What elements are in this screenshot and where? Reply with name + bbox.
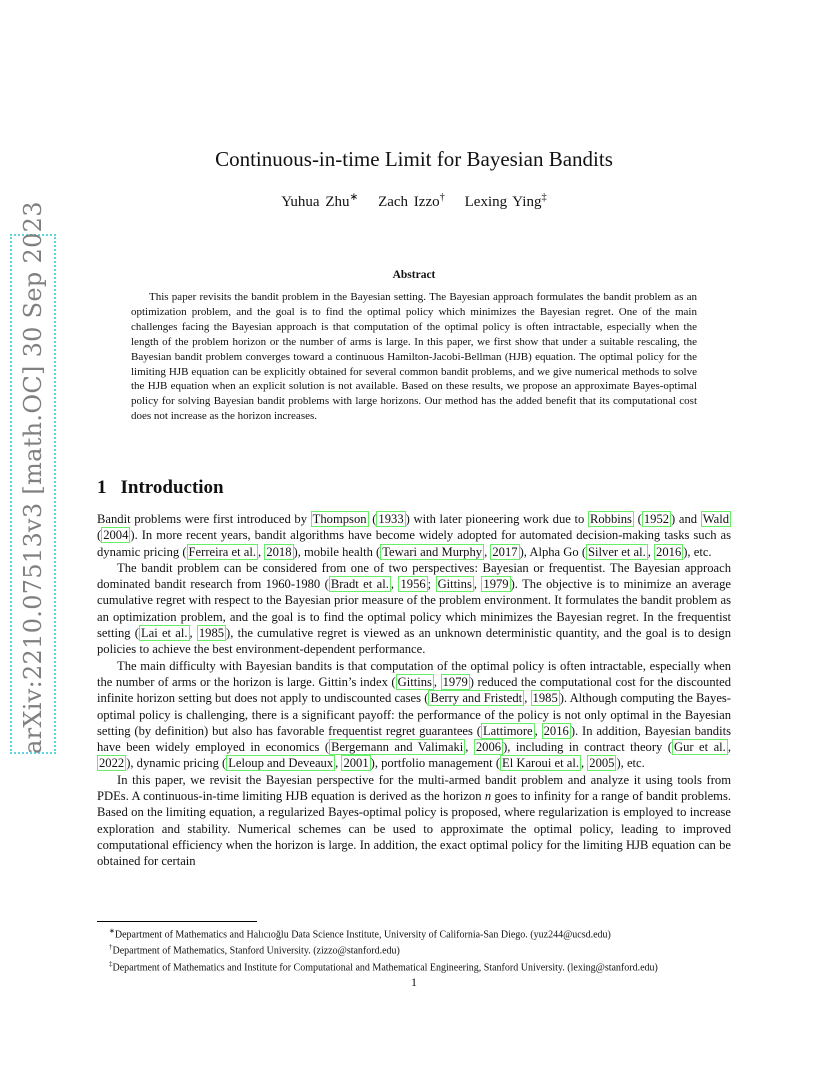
citation-link[interactable]: Silver et al. <box>588 544 646 559</box>
citation-link[interactable]: 1952 <box>643 512 670 526</box>
paragraph: In this paper, we revisit the Bayesian perspective for the multi-armed bandit problem and analyze it using tools from PDEs. A continuous-in-time limiting HJB equation is derived as the horizon n goes to infinity for a range of bandit problems. Based on the limiting equation, a regularized Bayes-optimal policy is proposed, where regularization is employed to increase exploration and stability. Numerical schemes can be used to approximate the optimal policy, leading to improved computational efficiency when the horizon is large. In addition, the exact optimal policy for the limiting HJB equation can be obtained for certain <box>97 772 731 869</box>
author-1 <box>281 194 358 210</box>
citation-link[interactable]: Bradt et al. <box>330 577 389 592</box>
citation-link[interactable]: 2017 <box>492 544 518 559</box>
author-name: Lexing Ying <box>464 194 542 210</box>
introduction-body <box>97 511 731 870</box>
author-footnote-mark[interactable]: ∗ <box>349 192 359 203</box>
footnote-text: Department of Mathematics, Stanford University. (zizzo@stanford.edu) <box>112 945 400 957</box>
citation-link[interactable]: 2016 <box>656 544 682 559</box>
citation-link[interactable]: 2016 <box>543 723 569 738</box>
page-number: 1 <box>411 975 417 989</box>
citation-link[interactable]: Ferreira et al. <box>188 544 257 559</box>
citation-link[interactable]: 1979 <box>483 577 509 592</box>
citation-link[interactable]: 1979 <box>442 674 468 689</box>
citation-link[interactable]: El Karoui et al. <box>502 756 579 771</box>
arxiv-stamp-label: arXiv:2210.07513v3 [math.OC] 30 Sep 2023 <box>19 201 47 754</box>
author-footnote-mark[interactable]: † <box>439 192 445 203</box>
citation-link[interactable]: Wald <box>702 512 730 526</box>
citation-link[interactable]: 2006 <box>475 740 502 755</box>
citation-link[interactable]: 2022 <box>99 756 125 771</box>
author-footnote-mark[interactable]: ‡ <box>541 192 547 203</box>
footnotes <box>97 925 731 974</box>
citation-link[interactable]: Leloup and Deveaux <box>228 756 334 771</box>
citation-link[interactable]: Robbins <box>589 512 632 526</box>
author-list <box>0 191 828 211</box>
citation-link[interactable]: 1985 <box>532 691 558 706</box>
arxiv-stamp[interactable] <box>10 201 56 754</box>
footnote <box>97 941 731 957</box>
citation-link[interactable]: 1985 <box>198 626 225 641</box>
citation-link[interactable]: Bergemann and Valimaki <box>331 740 464 755</box>
citation-link[interactable]: Thompson <box>312 512 367 526</box>
citation-link[interactable]: 1933 <box>378 512 404 526</box>
author-name: Yuhua Zhu <box>281 194 350 210</box>
footnote-text: Department of Mathematics and Institute for Computational and Mathematical Engineering, Stanford University. (lexing@stanford.edu) <box>112 961 658 973</box>
paper-title: Continuous-in-time Limit for Bayesian Bandits <box>215 147 613 171</box>
citation-link[interactable]: 2004 <box>103 528 129 543</box>
footnote-mark: ∗ <box>109 927 115 935</box>
section-heading <box>97 477 224 499</box>
citation-link[interactable]: 2005 <box>589 756 615 771</box>
paragraph: The main difficulty with Bayesian bandits is that computation of the optimal policy is often intractable, especially when the number of arms or the horizon is large. Gittin’s index ( Gittins , 1979 ) reduced the computational cost for the discounted infinite horizon setting but does not apply to undiscounted cases ( Berry and Fristedt , 1985 ). Although computing the Bayes-optimal policy is challenging, there is a significant payoff: the performance of the policy is not only optimal in the Bayesian setting (by definition) but also has favorable frequentist regret guarantees ( Lattimore , 2016 ). In addition, Bayesian bandits have been widely employed in economics ( Bergemann and Valimaki , 2006 ), including in contract theory ( Gur et al. , 2022 ), dynamic pricing ( Leloup and Deveaux , 2001 ), portfolio management ( El Karoui et al. , 2005 ), etc. <box>97 658 732 771</box>
author-name: Zach Izzo <box>378 194 440 210</box>
abstract-text: This paper revisits the bandit problem in the Bayesian setting. The Bayesian approach formulates the bandit problem as an optimization problem, and the goal is to find the optimal policy which minimizes the Bayesian regret. One of the main challenges facing the Bayesian approach is that computation of the optimal policy is often intractable, especially when the length of the problem horizon or the number of arms is large. In this paper, we first show that under a suitable rescaling, the Bayesian bandit problem converges toward a continuous Hamilton-Jacobi-Bellman (HJB) equation. The optimal policy for the limiting HJB equation can be explicitly obtained for several common bandit problems, and we give numerical methods to solve the HJB equation when an explicit solution is not available. Based on these results, we propose an approximate Bayes-optimal policy for solving Bayesian bandit problems with large horizons. Our method has the added benefit that its computational cost does not increase as the horizon increases. <box>131 291 697 423</box>
footnote <box>97 958 731 974</box>
author-3 <box>465 194 547 210</box>
section-title: Introduction <box>120 477 224 498</box>
paragraph: Bandit problems were first introduced by Thompson ( 1933 ) with later pioneering work due to Robbins ( 1952 ) and Wald ( 2004 ). In more recent years, bandit algorithms have become widely adopted for automated decision-making tasks such as dynamic pricing ( Ferreira et al. , 2018 ), mobile health ( Tewari and Murphy , 2017 ), Alpha Go ( Silver et al. , 2016 ), etc. <box>97 512 731 559</box>
footnote <box>97 925 731 941</box>
author-2 <box>378 194 445 210</box>
citation-link[interactable]: Berry and Fristedt <box>430 691 523 706</box>
citation-link[interactable]: 2018 <box>266 544 292 559</box>
footnote-mark: † <box>109 943 113 952</box>
footnote-text: Department of Mathematics and Halıcıoğlu Data Science Institute, University of California-San Diego. (yuz244@ucsd.edu) <box>114 929 611 941</box>
citation-link[interactable]: 1956 <box>400 577 426 592</box>
citation-link[interactable]: Tewari and Murphy <box>382 544 483 559</box>
citation-link[interactable]: Gur et al. <box>674 740 726 755</box>
citation-link[interactable]: 2001 <box>343 756 369 771</box>
citation-link[interactable]: Gittins <box>437 577 472 592</box>
footnote-mark: ‡ <box>109 959 113 968</box>
footnote-rule <box>97 921 257 922</box>
citation-link[interactable]: Lai et al. <box>140 626 188 641</box>
section-number: 1 <box>97 477 107 498</box>
citation-link[interactable]: Lattimore <box>482 723 533 738</box>
abstract-heading: Abstract <box>392 269 436 281</box>
citation-link[interactable]: Gittins <box>397 674 432 689</box>
math-variable: n <box>484 789 492 804</box>
paragraph: The bandit problem can be considered from one of two perspectives: Bayesian or frequentist. The Bayesian approach dominated bandit research from 1960-1980 ( Bradt et al. , 1956 ; Gittins , 1979 ). The objective is to minimize an average cumulative regret with respect to the Bayesian prior measure of the problem environment. It formulates the bandit problem as an optimization problem, and the goal is to find the optimal policy which minimizes the Bayesian regret. In the frequentist setting ( Lai et al. , 1985 ), the cumulative regret is viewed as an unknown deterministic quantity, and the goal is to design policies to achieve the best environment-dependent performance. <box>97 560 732 657</box>
